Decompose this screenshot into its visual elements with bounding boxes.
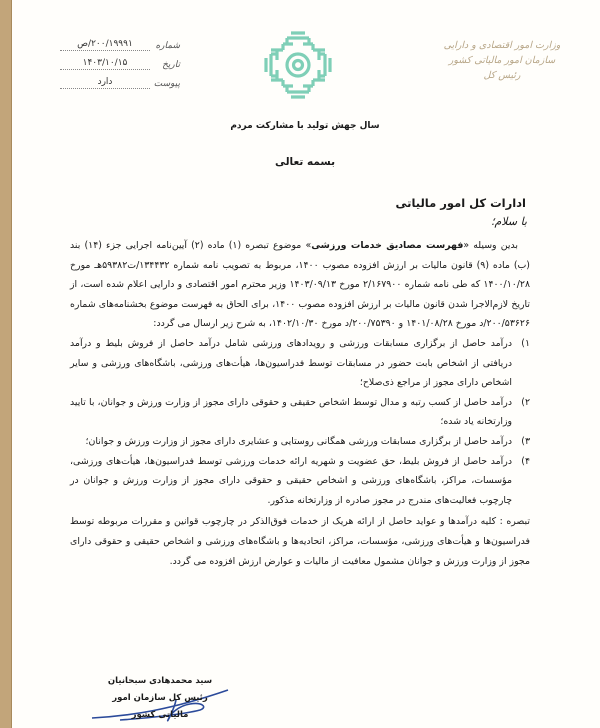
intro-bold: فهرست مصادیق خدمات ورزشی — [311, 240, 464, 251]
paper-edge — [0, 0, 12, 728]
year-slogan: سال جهش تولید با مشارکت مردم — [230, 121, 380, 131]
ministry-line-2: سازمان امور مالیاتی کشور — [448, 55, 556, 66]
intro-before: بدین وسیله « — [463, 240, 518, 251]
number-label: شماره — [155, 41, 180, 51]
date-row — [60, 51, 180, 70]
item-text: درآمد حاصل از کسب رتبه و مدال توسط اشخاص حقیقی و حقوقی دارای مجوز از وزارت ورزش و جوانان، با تایید وزارتخانه یاد شده؛ — [70, 396, 512, 428]
item-text: درآمد حاصل از برگزاری مسابقات ورزشی و رویدادهای ورزشی شامل درآمد حاصل از فروش بلیط و درآمد دریافتی از اشخاص بابت حضور در مسابقات توسط فدراسیون‌ها، هیأت‌های ورزشی، باشگاه‌های ورزشی و سایر اشخاص دارای مجوز از مراجع ذی‌صلاح؛ — [70, 337, 512, 389]
intro-paragraph — [70, 236, 530, 334]
signer-name: سید محمدهادی سبحانیان — [107, 676, 213, 686]
addressee: ادارات کل امور مالیاتی — [395, 196, 526, 210]
letter-body — [70, 236, 530, 571]
list-item — [70, 432, 530, 452]
letter-meta — [60, 32, 180, 89]
attachment-value: دارد — [60, 77, 150, 89]
attachment-label: پیوست — [153, 79, 180, 89]
number-value: ۲۰۰/۱۹۹۹۱/ص — [60, 39, 150, 51]
list-item — [70, 334, 530, 393]
date-value: ۱۴۰۳/۱۰/۱۵ — [60, 58, 150, 70]
note-paragraph: تبصره : کلیه درآمدها و عواید حاصل از ارائه هریک از خدمات فوق‌الذکر در چارچوب قوانین و مقررات مربوطه توسط فدراسیون‌ها و هیأت‌های ورزشی، مؤسسات، مراکز، اتحادیه‌ها و باشگاه‌های ورزشی و اشخاص حقیقی و حقوقی دارای مجوز از وزارت ورزش و جوانان مشمول معافیت از مالیات و عوارض ارزش افزوده می گردد. — [70, 516, 530, 567]
tax-organization-logo-icon — [263, 30, 333, 100]
ministry-header — [432, 38, 572, 83]
item-text: درآمد حاصل از فروش بلیط، حق عضویت و شهریه ارائه خدمات ورزشی توسط فدراسیون‌ها، هیأت‌های ورزشی، مؤسسات، مراکز، باشگاه‌های ورزشی و اشخاص حقیقی و حقوقی دارای مجوز از وزارت ورزش و جوانان در چارچوب فعالیت‌های مندرج در مجوز صادره از وزارتخانه مذکور. — [70, 455, 512, 506]
item-number: ۳) — [521, 435, 530, 447]
item-number: ۴) — [521, 455, 530, 467]
basmala: بسمه تعالی — [274, 156, 336, 168]
salutation: با سلام؛ — [491, 215, 527, 228]
number-row — [60, 32, 180, 51]
signature-block — [100, 673, 220, 724]
intro-after: » موضوع تبصره (۱) ماده (۲) آیین‌نامه اجرایی جزء (۱۴) بند (ب) ماده (۹) قانون مالیات بر ارزش افزوده مصوب ۱۴۰۰، مربوط به تصویب نامه شماره ۱۳۴۴۳۲/ت۵۹۳۸۲هـ مورخ ۱۴۰۰/۱۰/۲۸ که طی نامه شماره ۲/۱۶۷۹۰۰ مورخ ۱۴۰۳/۰۹/۱۳ وزیر محترم امور اقتصادی و دارایی اعلام شده است، از تاریخ لازم‌الاجرا شدن قانون مالیات بر ارزش افزوده مصوب ۱۴۰۰، برای الحاق به فهرست موضوع بخشنامه‌های شماره ۲۰۰/۵۳۶۲۶/د مورخ ۱۴۰۱/۰۸/۲۸ و ۲۰۰/۷۵۳۹۰/د مورخ ۱۴۰۲/۱۰/۳۰، به شرح زیر ارسال می گردد: — [70, 240, 531, 330]
item-number: ۱) — [521, 337, 530, 349]
item-number: ۲) — [521, 396, 530, 408]
attachment-row — [60, 70, 180, 89]
ministry-line-1: وزارت امور اقتصادی و دارایی — [443, 40, 561, 51]
list-item — [70, 393, 530, 432]
item-text: درآمد حاصل از برگزاری مسابقات ورزشی همگانی روستایی و عشایری دارای مجوز از وزارت ورزش و جوانان؛ — [85, 435, 512, 447]
ministry-line-3: رئیس کل — [483, 70, 521, 81]
list-item — [70, 452, 530, 511]
date-label: تاریخ — [162, 60, 180, 70]
items-list — [70, 334, 530, 510]
signer-title: رئیس کل سازمان امور مالیاتی کشور — [112, 693, 208, 720]
